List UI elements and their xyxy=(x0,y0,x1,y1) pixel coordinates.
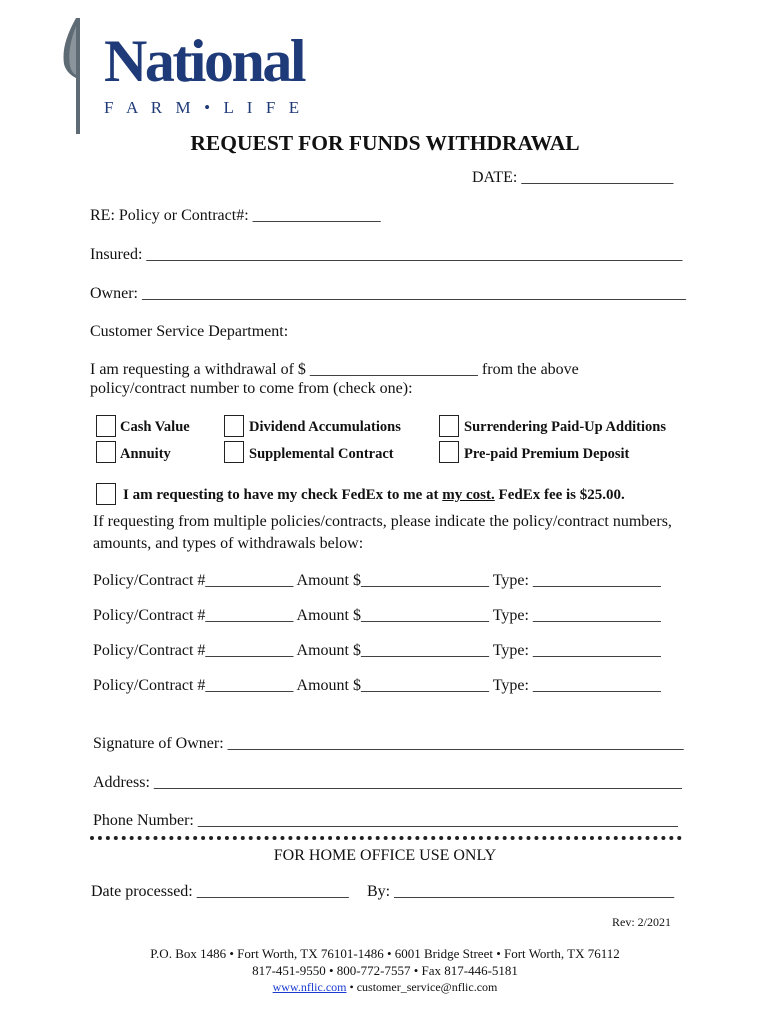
footer-contact xyxy=(0,980,770,995)
annuity-checkbox[interactable] xyxy=(96,441,116,463)
annuity-label: Annuity xyxy=(120,446,171,462)
fedex-text-before: I am requesting to have my check FedEx to me at xyxy=(123,487,443,503)
dividend-accumulations-checkbox[interactable] xyxy=(224,415,244,437)
date-field[interactable]: DATE: ___________________ xyxy=(472,169,674,186)
policy-row-3[interactable]: Policy/Contract #___________ Amount $________________ Type: ________________ xyxy=(93,642,661,659)
fedex-statement xyxy=(123,487,625,504)
surrendering-paid-up-checkbox[interactable] xyxy=(439,415,459,437)
processed-by-field[interactable]: By: ___________________________________ xyxy=(367,883,675,900)
email-address: customer_service@nflic.com xyxy=(356,980,498,994)
fedex-text-after: FedEx fee is $25.00. xyxy=(494,487,625,503)
cash-value-label: Cash Value xyxy=(120,419,190,435)
policy-row-1[interactable]: Policy/Contract #___________ Amount $________________ Type: ________________ xyxy=(93,572,661,589)
policy-row-2[interactable]: Policy/Contract #___________ Amount $________________ Type: ________________ xyxy=(93,607,661,624)
home-office-heading: FOR HOME OFFICE USE ONLY xyxy=(273,847,497,864)
date-processed-field[interactable]: Date processed: ___________________ xyxy=(91,883,349,900)
fedex-text-emphasis: my cost. xyxy=(442,487,495,503)
insured-field[interactable]: Insured: ___________________________________________________________________ xyxy=(90,246,683,263)
cash-value-checkbox[interactable] xyxy=(96,415,116,437)
prepaid-premium-checkbox[interactable] xyxy=(439,441,459,463)
footer-address: P.O. Box 1486 • Fort Worth, TX 76101-1486 • 6001 Bridge Street • Fort Worth, TX 76112 xyxy=(150,946,620,961)
prepaid-premium-label: Pre-paid Premium Deposit xyxy=(464,446,630,462)
policy-number-field[interactable]: RE: Policy or Contract#: ________________ xyxy=(90,207,381,224)
company-logo-name: National xyxy=(104,28,305,94)
section-divider xyxy=(90,836,682,840)
withdrawal-amount-field[interactable]: I am requesting a withdrawal of $ _____________________ from the above xyxy=(90,361,579,378)
website-link[interactable]: www.nflic.com xyxy=(272,980,347,994)
footer-phones: 817-451-9550 • 800-772-7557 • Fax 817-446-5181 xyxy=(252,963,518,978)
owner-field[interactable]: Owner: ____________________________________________________________________ xyxy=(90,285,686,302)
department-label: Customer Service Department: xyxy=(90,323,289,340)
phone-field[interactable]: Phone Number: ____________________________________________________________ xyxy=(93,812,678,829)
request-instructions: policy/contract number to come from (check one): xyxy=(90,380,413,397)
dividend-accumulations-label: Dividend Accumulations xyxy=(249,419,401,435)
company-logo-emblem xyxy=(58,16,84,136)
multi-policy-note-2: amounts, and types of withdrawals below: xyxy=(93,535,364,552)
address-field[interactable]: Address: __________________________________________________________________ xyxy=(93,774,682,791)
signature-field[interactable]: Signature of Owner: _________________________________________________________ xyxy=(93,735,684,752)
fedex-checkbox[interactable] xyxy=(96,483,116,505)
multi-policy-note: If requesting from multiple policies/contracts, please indicate the policy/contract numbers, xyxy=(93,513,672,530)
surrendering-paid-up-label: Surrendering Paid-Up Additions xyxy=(464,419,666,435)
policy-row-4[interactable]: Policy/Contract #___________ Amount $________________ Type: ________________ xyxy=(93,677,661,694)
footer-separator: • xyxy=(346,980,357,994)
page-title: REQUEST FOR FUNDS WITHDRAWAL xyxy=(190,131,580,155)
company-logo-subtitle: F A R M • L I F E xyxy=(104,98,304,117)
supplemental-contract-checkbox[interactable] xyxy=(224,441,244,463)
revision-label: Rev: 2/2021 xyxy=(612,915,671,929)
supplemental-contract-label: Supplemental Contract xyxy=(249,446,394,462)
